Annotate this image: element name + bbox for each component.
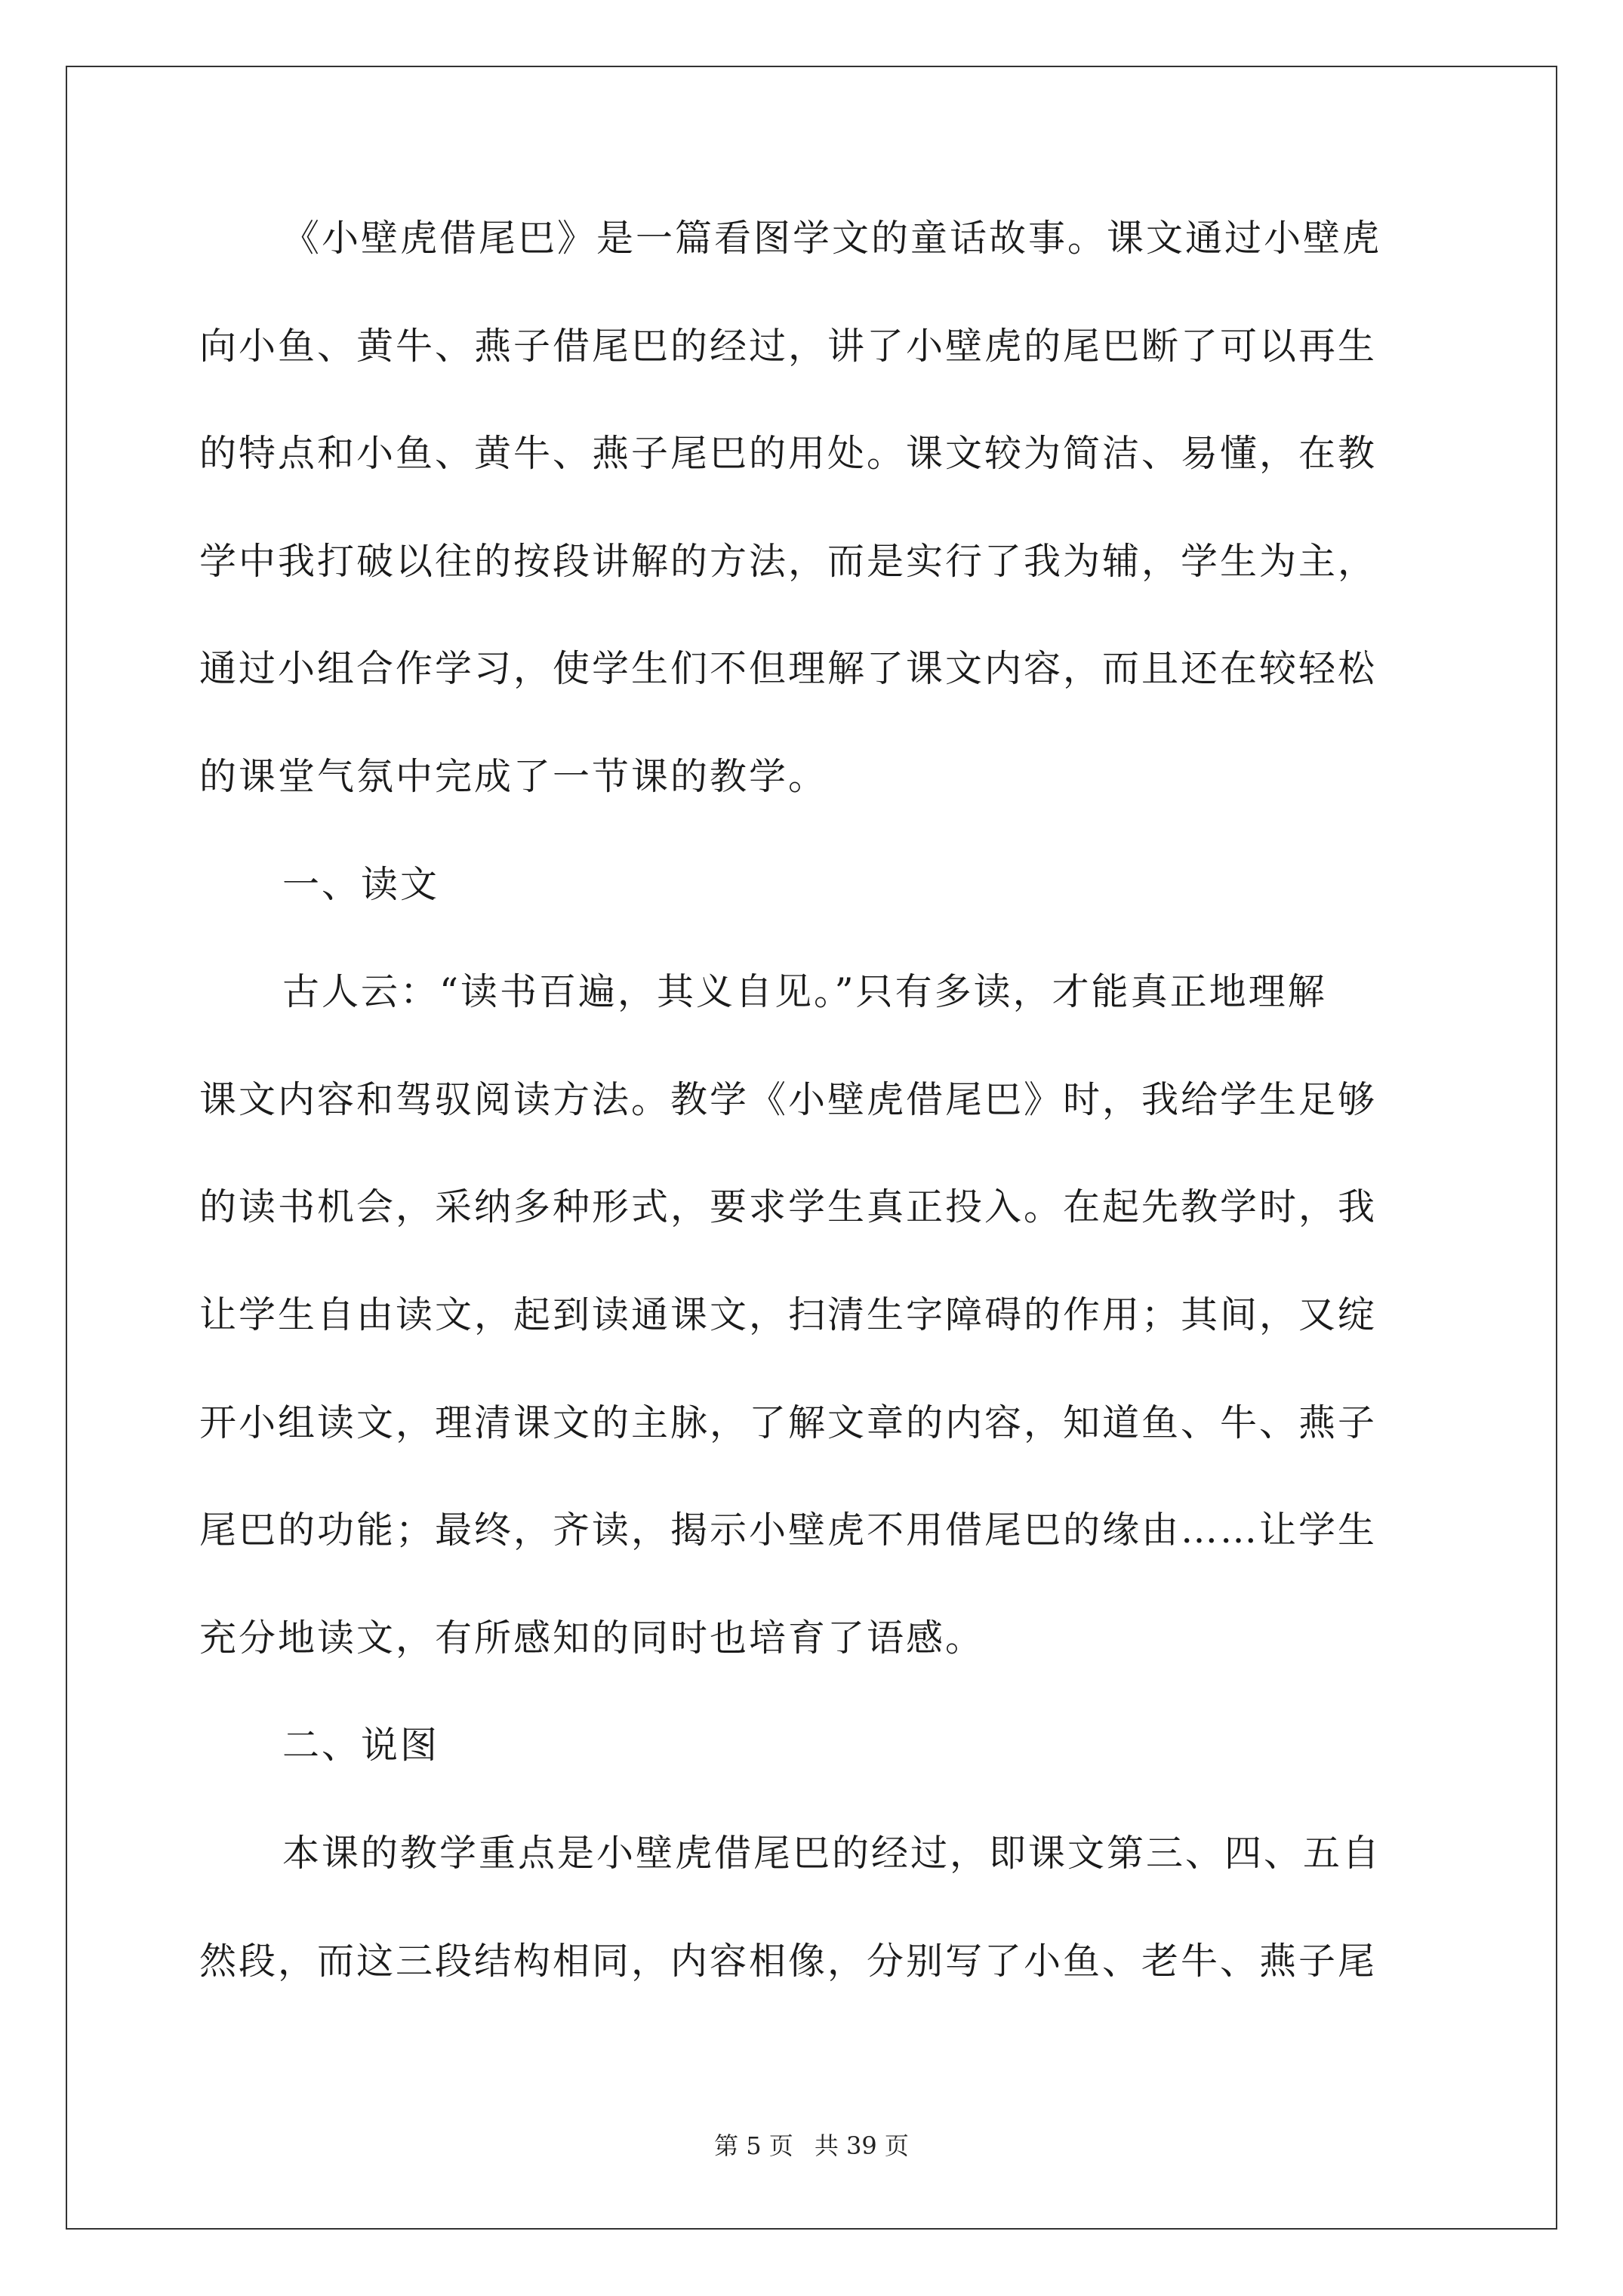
text-line: 尾巴的功能；最终，齐读，揭示小壁虎不用借尾巴的缘由……让学生: [199, 1509, 1378, 1552]
text-line: 本课的教学重点是小壁虎借尾巴的经过，即课文第三、四、五自: [282, 1831, 1382, 1875]
page-number: 第 5 页: [714, 2131, 793, 2160]
text-line: 的课堂气氛中完成了一节课的教学。: [199, 754, 828, 798]
text-line: 然段，而这三段结构相同，内容相像，分别写了小鱼、老牛、燕子尾: [199, 1939, 1378, 1983]
text-line: 让学生自由读文，起到读通课文，扫清生字障碍的作用；其间，又绽: [199, 1293, 1378, 1336]
section-heading: 二、说图: [282, 1724, 440, 1767]
section-heading: 一、读文: [282, 862, 440, 906]
text-line: 古人云：“读书百遍，其义自见。”只有多读，才能真正地理解: [282, 970, 1327, 1014]
text-line: 的特点和小鱼、黄牛、燕子尾巴的用处。课文较为简洁、易懂，在教: [199, 432, 1378, 476]
text-line: 通过小组合作学习，使学生们不但理解了课文内容，而且还在较轻松: [199, 647, 1378, 691]
text-line: 开小组读文，理清课文的主脉，了解文章的内容，知道鱼、牛、燕子: [199, 1401, 1378, 1444]
page-footer: [0, 2131, 1623, 2161]
text-line: 向小鱼、黄牛、燕子借尾巴的经过，讲了小壁虎的尾巴断了可以再生: [199, 324, 1378, 368]
text-line: 课文内容和驾驭阅读方法。教学《小壁虎借尾巴》时，我给学生足够: [199, 1077, 1378, 1121]
text-line: 的读书机会，采纳多种形式，要求学生真正投入。在起先教学时，我: [199, 1185, 1378, 1229]
page-total: 共 39 页: [814, 2131, 909, 2160]
text-line: 学中我打破以往的按段讲解的方法，而是实行了我为辅，学生为主，: [199, 539, 1378, 583]
text-line: 《小壁虎借尾巴》是一篇看图学文的童话故事。课文通过小壁虎: [282, 217, 1382, 260]
document-body: [199, 211, 1430, 2042]
text-line: 充分地读文，有所感知的同时也培育了语感。: [199, 1616, 985, 1660]
